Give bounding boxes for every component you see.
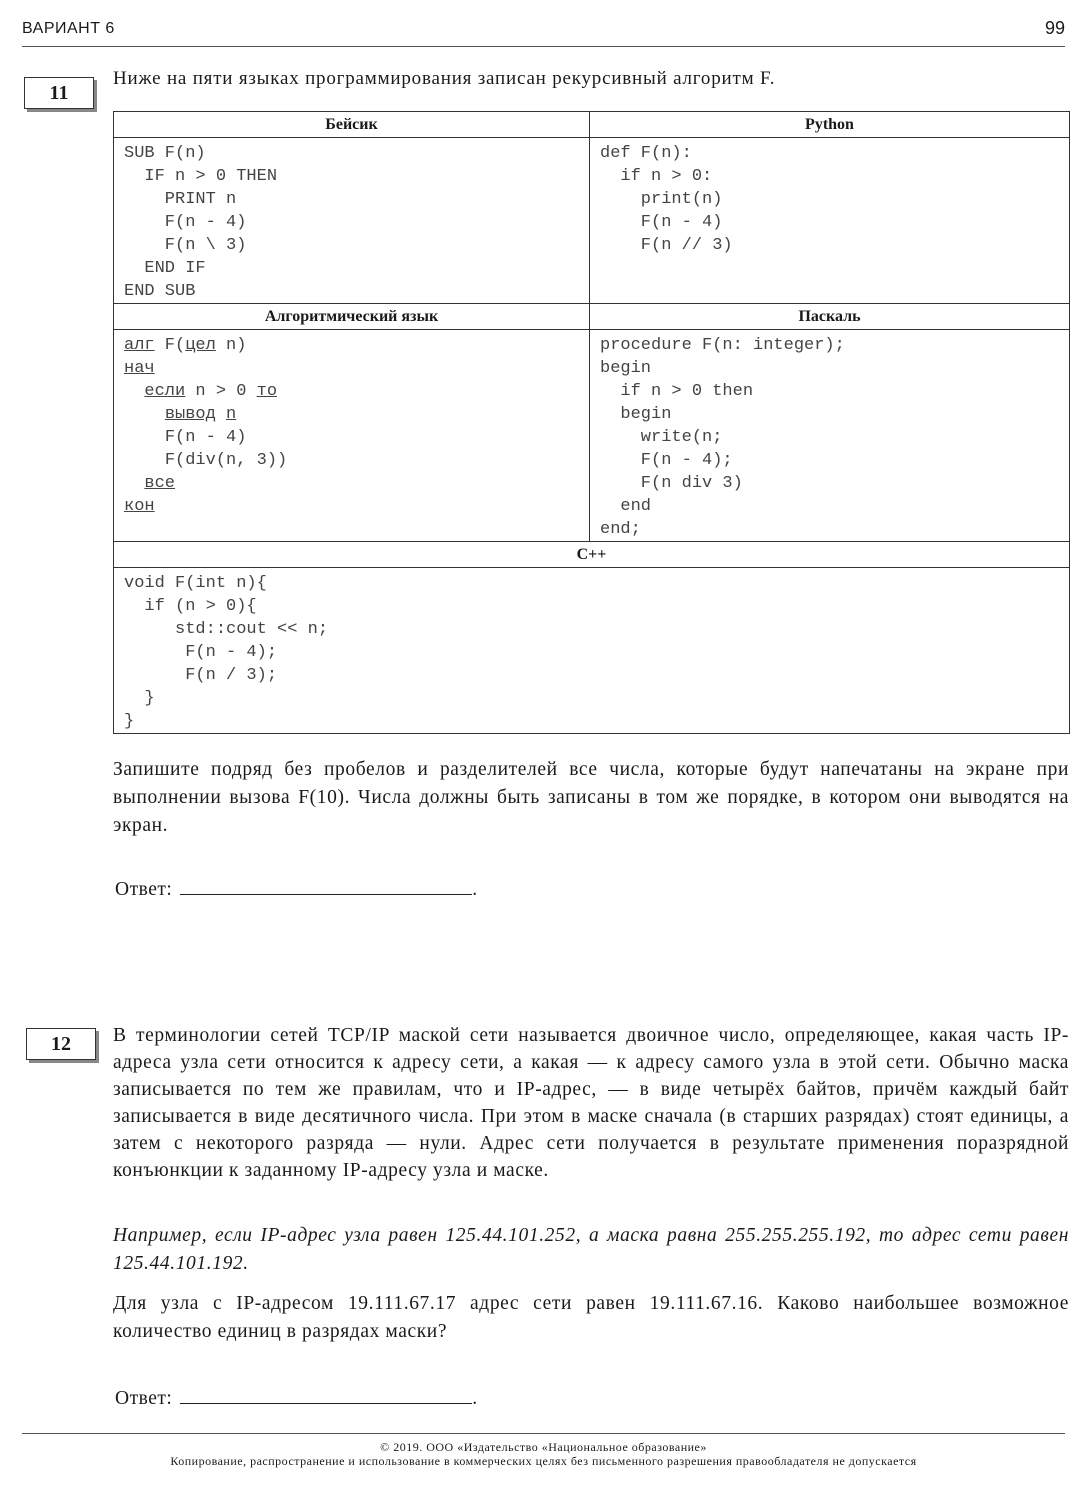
- keyword: если: [144, 382, 186, 401]
- code-line: end;: [600, 520, 641, 539]
- code-line: F(n \ 3): [124, 236, 247, 255]
- code-line: [124, 380, 589, 403]
- code-line: print(n): [600, 190, 723, 209]
- page-number: 99: [1044, 18, 1065, 38]
- page-footer: [22, 1433, 1065, 1468]
- code-line: begin: [600, 405, 672, 424]
- code-text: n): [215, 336, 247, 355]
- algo-code: [114, 330, 589, 518]
- cpp-cell: [114, 568, 1070, 734]
- code-line: [124, 403, 589, 426]
- answer-11: [115, 876, 478, 901]
- code-line: END SUB: [124, 282, 196, 301]
- keyword: все: [144, 474, 176, 493]
- code-line: write(n;: [600, 428, 723, 447]
- code-text: F(: [154, 336, 186, 355]
- answer-label: Ответ:: [115, 879, 173, 900]
- answer-11-field[interactable]: [180, 876, 472, 895]
- code-line: SUB F(n): [124, 144, 206, 163]
- code-line: PRINT n: [124, 190, 237, 209]
- code-line: F(n - 4): [124, 213, 247, 232]
- code-line: std::cout << n;: [124, 620, 329, 639]
- pascal-header: Паскаль: [590, 304, 1070, 330]
- python-code: [590, 138, 1069, 257]
- code-line: }: [124, 712, 135, 731]
- keyword: то: [256, 382, 278, 401]
- code-line: [124, 495, 589, 518]
- code-line: F(n / 3);: [124, 666, 278, 685]
- keyword: вывод: [164, 405, 216, 424]
- answer-label: Ответ:: [115, 1388, 173, 1409]
- code-line: if (n > 0){: [124, 597, 257, 616]
- question-12-question: Для узла с IP-адресом 19.111.67.17 адрес сети равен 19.111.67.16. Каково наибольшее возможное количество единиц в разрядах маски?: [113, 1293, 1069, 1342]
- cpp-code: [114, 568, 1069, 733]
- code-line: if n > 0:: [600, 167, 713, 186]
- code-line: F(n - 4);: [124, 643, 278, 662]
- code-line: }: [124, 689, 155, 708]
- code-line: void F(int n){: [124, 574, 267, 593]
- copyright: © 2019. ООО «Издательство «Национальное образование»: [380, 1440, 707, 1454]
- code-line: F(n // 3): [600, 236, 733, 255]
- code-line: F(n div 3): [600, 474, 743, 493]
- code-line: [124, 472, 589, 495]
- question-11-number: 11: [24, 77, 94, 109]
- code-line: [124, 449, 589, 472]
- code-line: F(n - 4);: [600, 451, 733, 470]
- code-line: [124, 334, 589, 357]
- question-11-intro: Ниже на пяти языках программирования записан рекурсивный алгоритм F.: [113, 68, 776, 89]
- algo-header: Алгоритмический язык: [114, 304, 590, 330]
- page-header: [22, 16, 1065, 47]
- cpp-header: С++: [114, 542, 1070, 568]
- python-header: Python: [590, 112, 1070, 138]
- copy-notice: Копирование, распространение и использование в коммерческих целях без письменного разрешения правообладателя не допускается: [170, 1454, 917, 1468]
- answer-end: .: [472, 879, 478, 900]
- python-cell: [590, 138, 1070, 304]
- keyword: кон: [124, 497, 155, 516]
- code-line: [124, 357, 589, 380]
- code-line: IF n > 0 THEN: [124, 167, 278, 186]
- code-table: [113, 111, 1070, 734]
- basic-code: [114, 138, 589, 303]
- code-text: n > 0: [185, 382, 257, 401]
- code-line: procedure F(n: integer);: [600, 336, 845, 355]
- variant-label: ВАРИАНТ 6: [22, 20, 115, 37]
- code-text: F(n - 4): [164, 428, 247, 447]
- answer-12-field[interactable]: [180, 1385, 472, 1404]
- question-12-example: Например, если IP-адрес узла равен 125.44.101.252, а маска равна 255.255.255.192, то адрес сети равен 125.44.101.192.: [113, 1225, 1069, 1274]
- answer-end: .: [472, 1388, 478, 1409]
- code-line: begin: [600, 359, 652, 378]
- pascal-cell: [590, 330, 1070, 542]
- code-line: END IF: [124, 259, 206, 278]
- question-12-number: 12: [26, 1028, 96, 1060]
- basic-header: Бейсик: [114, 112, 590, 138]
- question-11-text: Запишите подряд без пробелов и разделителей все числа, которые будут напечатаны на экране при выполнении вызова F(10). Числа должны быть записаны в том же порядке, в котором они выводятся на экран.: [113, 759, 1069, 836]
- algo-cell: [114, 330, 590, 542]
- code-line: [124, 426, 589, 449]
- question-12-text: В терминологии сетей TCP/IP маской сети называется двоичное число, определяющее, какая часть IP-адреса узла сети относится к адресу сети, а какая — к адресу самого узла в этой сети. Обычно маска записывается по тем же правилам, что и IP-адрес, — в виде четырёх байтов, причём каждый байт записывается в виде десятичного числа. При этом в маске сначала (в старших разрядах) стоят единицы, а затем с некоторого разряда — нули. Адрес сети получается в результате применения поразрядной конъюнкции к заданному IP-адресу узла и маске.: [113, 1025, 1069, 1181]
- code-line: end: [600, 497, 652, 516]
- keyword: алг: [124, 336, 155, 355]
- code-line: F(n - 4): [600, 213, 723, 232]
- code-line: if n > 0 then: [600, 382, 754, 401]
- pascal-code: [590, 330, 1069, 541]
- code-text: n: [226, 405, 237, 424]
- answer-12: [115, 1385, 478, 1410]
- code-line: def F(n):: [600, 144, 692, 163]
- code-text: F(div(n, 3)): [164, 451, 288, 470]
- keyword: цел: [185, 336, 216, 355]
- basic-cell: [114, 138, 590, 304]
- keyword: нач: [124, 359, 155, 378]
